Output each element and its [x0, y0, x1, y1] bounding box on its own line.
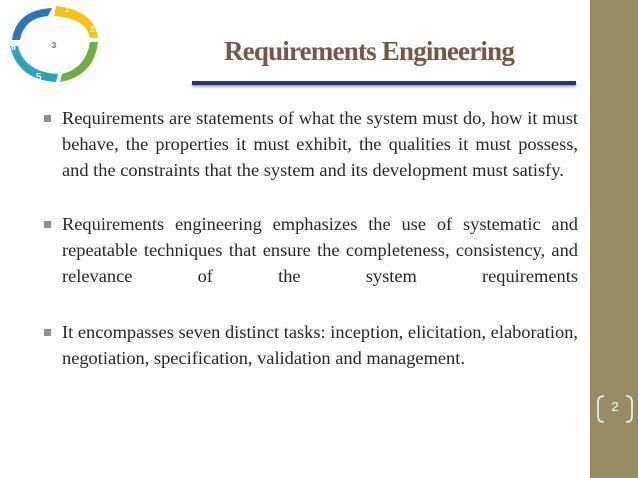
- title-underline: [192, 81, 576, 85]
- page-number: 2: [611, 399, 619, 414]
- bullet-marker-icon: [44, 221, 51, 228]
- bullet-item: [44, 105, 578, 183]
- cycle-step-3: 3: [51, 41, 57, 50]
- bullet-marker-icon: [44, 115, 51, 122]
- sdlc-cycle-logo: [2, 2, 106, 86]
- cycle-step-5: 5: [36, 72, 42, 83]
- bullet-item: [44, 319, 578, 371]
- cycle-step-2: 2: [90, 25, 95, 34]
- bullet-item: [44, 211, 578, 289]
- bullet-text: Requirements are statements of what the system must do, how it must behave, the properties it must exhibit, the qualities it must possess, and the constraints that the system and its development must satisfy.: [62, 108, 578, 180]
- bullet-marker-icon: [44, 329, 51, 336]
- slide-title: Requirements Engineering: [223, 36, 515, 66]
- bullet-text: Requirements engineering emphasizes the use of systematic and repeatable techniques that ensure the completeness, consistency, and relevance of the system requirements: [62, 214, 578, 286]
- cycle-step-4: 4: [66, 58, 72, 68]
- cycle-step-6: 6: [11, 42, 17, 52]
- bullet-text: It encompasses seven distinct tasks: inception, elicitation, elaboration, negotiation, specification, validation and management.: [62, 322, 578, 368]
- cycle-step-1: 1: [65, 5, 70, 14]
